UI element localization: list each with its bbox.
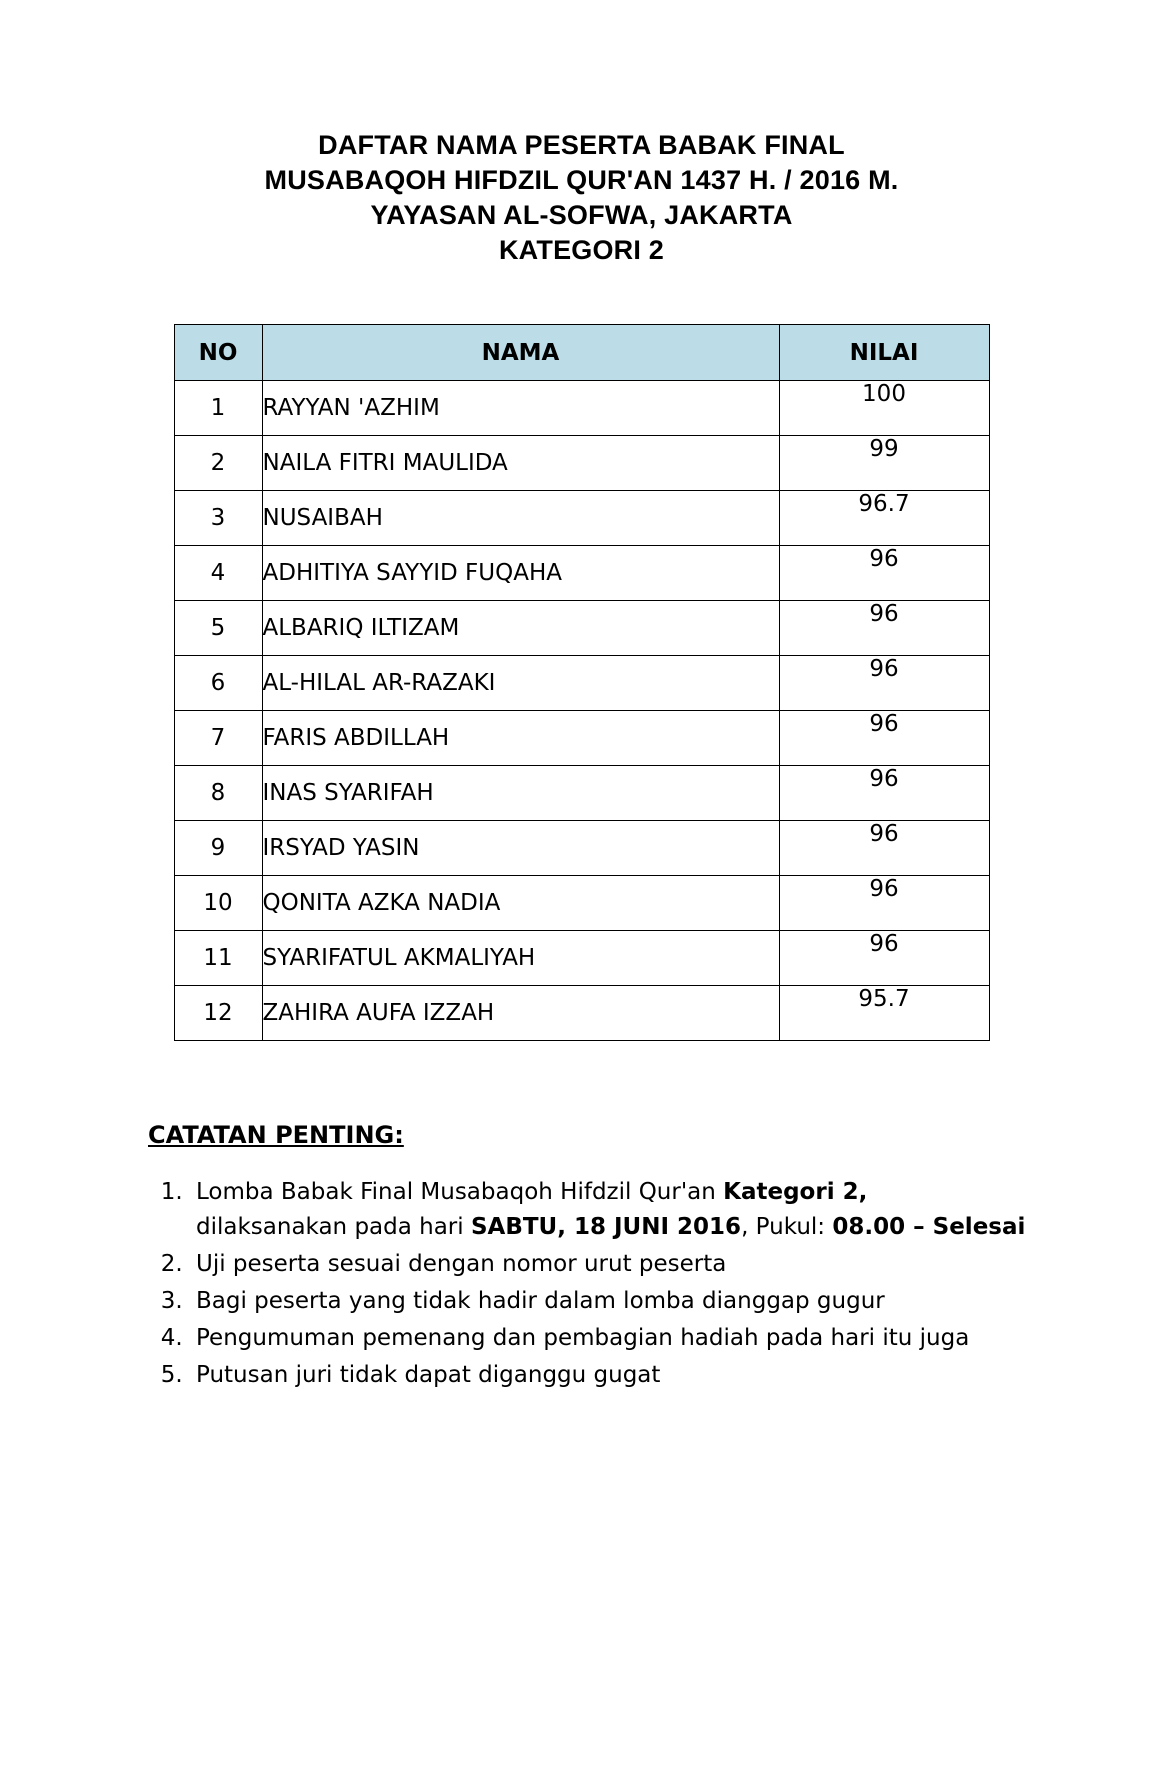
table-header-row: [174, 325, 989, 381]
table-header: [174, 325, 989, 381]
table-row: [174, 491, 989, 546]
note-item-1-line-2: [196, 1210, 1163, 1245]
cell-nama: NUSAIBAH: [262, 491, 779, 546]
column-header-no: NO: [174, 325, 262, 381]
cell-nama: ALBARIQ ILTIZAM: [262, 601, 779, 656]
cell-nilai: 96: [779, 821, 989, 876]
note-item-4: 4. Pengumuman pemenang dan pembagian hadiah pada hari itu juga: [190, 1321, 1163, 1356]
cell-nama: INAS SYARIFAH: [262, 766, 779, 821]
document-page: [0, 128, 1163, 1774]
cell-no: 12: [174, 986, 262, 1041]
cell-nilai: 96: [779, 766, 989, 821]
table-body: [174, 381, 989, 1041]
cell-nama: RAYYAN 'AZHIM: [262, 381, 779, 436]
note-item-5: 5. Putusan juri tidak dapat diganggu gugat: [190, 1358, 1163, 1393]
cell-nilai: 96: [779, 931, 989, 986]
cell-no: 5: [174, 601, 262, 656]
cell-no: 11: [174, 931, 262, 986]
cell-no: 3: [174, 491, 262, 546]
cell-nilai: 96.7: [779, 491, 989, 546]
cell-nama: ADHITIYA SAYYID FUQAHA: [262, 546, 779, 601]
table-row: [174, 656, 989, 711]
cell-nama: IRSYAD YASIN: [262, 821, 779, 876]
cell-nilai: 96: [779, 546, 989, 601]
cell-nama: SYARIFATUL AKMALIYAH: [262, 931, 779, 986]
title-line-3: YAYASAN AL-SOFWA, JAKARTA: [370, 200, 793, 231]
note-1-line2-prefix: dilaksanakan pada hari: [196, 1214, 471, 1241]
cell-nama: AL-HILAL AR-RAZAKI: [262, 656, 779, 711]
cell-nama: QONITA AZKA NADIA: [262, 876, 779, 931]
cell-nilai: 100: [779, 381, 989, 436]
title-line-2: MUSABAQOH HIFDZIL QUR'AN 1437 H. / 2016 M.: [264, 165, 899, 196]
cell-no: 2: [174, 436, 262, 491]
table-row: [174, 546, 989, 601]
cell-no: 10: [174, 876, 262, 931]
note-item-1: [190, 1175, 1163, 1245]
cell-nama: NAILA FITRI MAULIDA: [262, 436, 779, 491]
table-row: [174, 876, 989, 931]
cell-nilai: 96: [779, 711, 989, 766]
note-1-text-prefix: Lomba Babak Final Musabaqoh Hifdzil Qur'an: [196, 1179, 724, 1206]
note-item-2: 2. Uji peserta sesuai dengan nomor urut peserta: [190, 1247, 1163, 1282]
column-header-nilai: NILAI: [779, 325, 989, 381]
table-row: [174, 931, 989, 986]
title-line-1: DAFTAR NAMA PESERTA BABAK FINAL: [318, 130, 845, 160]
cell-nilai: 96: [779, 876, 989, 931]
cell-no: 4: [174, 546, 262, 601]
page-title: [0, 128, 1163, 268]
cell-nama: ZAHIRA AUFA IZZAH: [262, 986, 779, 1041]
cell-no: 9: [174, 821, 262, 876]
note-1-line2-mid: , Pukul:: [741, 1214, 833, 1241]
title-line-4: KATEGORI 2: [498, 235, 664, 266]
table-row: [174, 711, 989, 766]
cell-no: 6: [174, 656, 262, 711]
notes-list: [148, 1175, 1163, 1393]
table-row: [174, 381, 989, 436]
note-1-bold-jam: 08.00 – Selesai: [832, 1214, 1026, 1241]
cell-nama: FARIS ABDILLAH: [262, 711, 779, 766]
cell-nilai: 95.7: [779, 986, 989, 1041]
note-1-bold-kategori: Kategori 2,: [723, 1179, 868, 1206]
note-item-3: 3. Bagi peserta yang tidak hadir dalam lomba dianggap gugur: [190, 1284, 1163, 1319]
cell-nilai: 96: [779, 656, 989, 711]
notes-title: CATATAN PENTING:: [148, 1121, 404, 1150]
table-row: [174, 436, 989, 491]
cell-nilai: 96: [779, 601, 989, 656]
table-row: [174, 986, 989, 1041]
cell-no: 1: [174, 381, 262, 436]
table-row: [174, 601, 989, 656]
note-item-1-line-1: [196, 1175, 1163, 1210]
table-row: [174, 766, 989, 821]
participants-table: [174, 324, 990, 1041]
note-1-bold-tanggal: SABTU, 18 JUNI 2016: [470, 1214, 742, 1241]
cell-no: 8: [174, 766, 262, 821]
notes-section: [148, 1121, 1163, 1393]
table-row: [174, 821, 989, 876]
cell-nilai: 99: [779, 436, 989, 491]
column-header-nama: NAMA: [262, 325, 779, 381]
cell-no: 7: [174, 711, 262, 766]
